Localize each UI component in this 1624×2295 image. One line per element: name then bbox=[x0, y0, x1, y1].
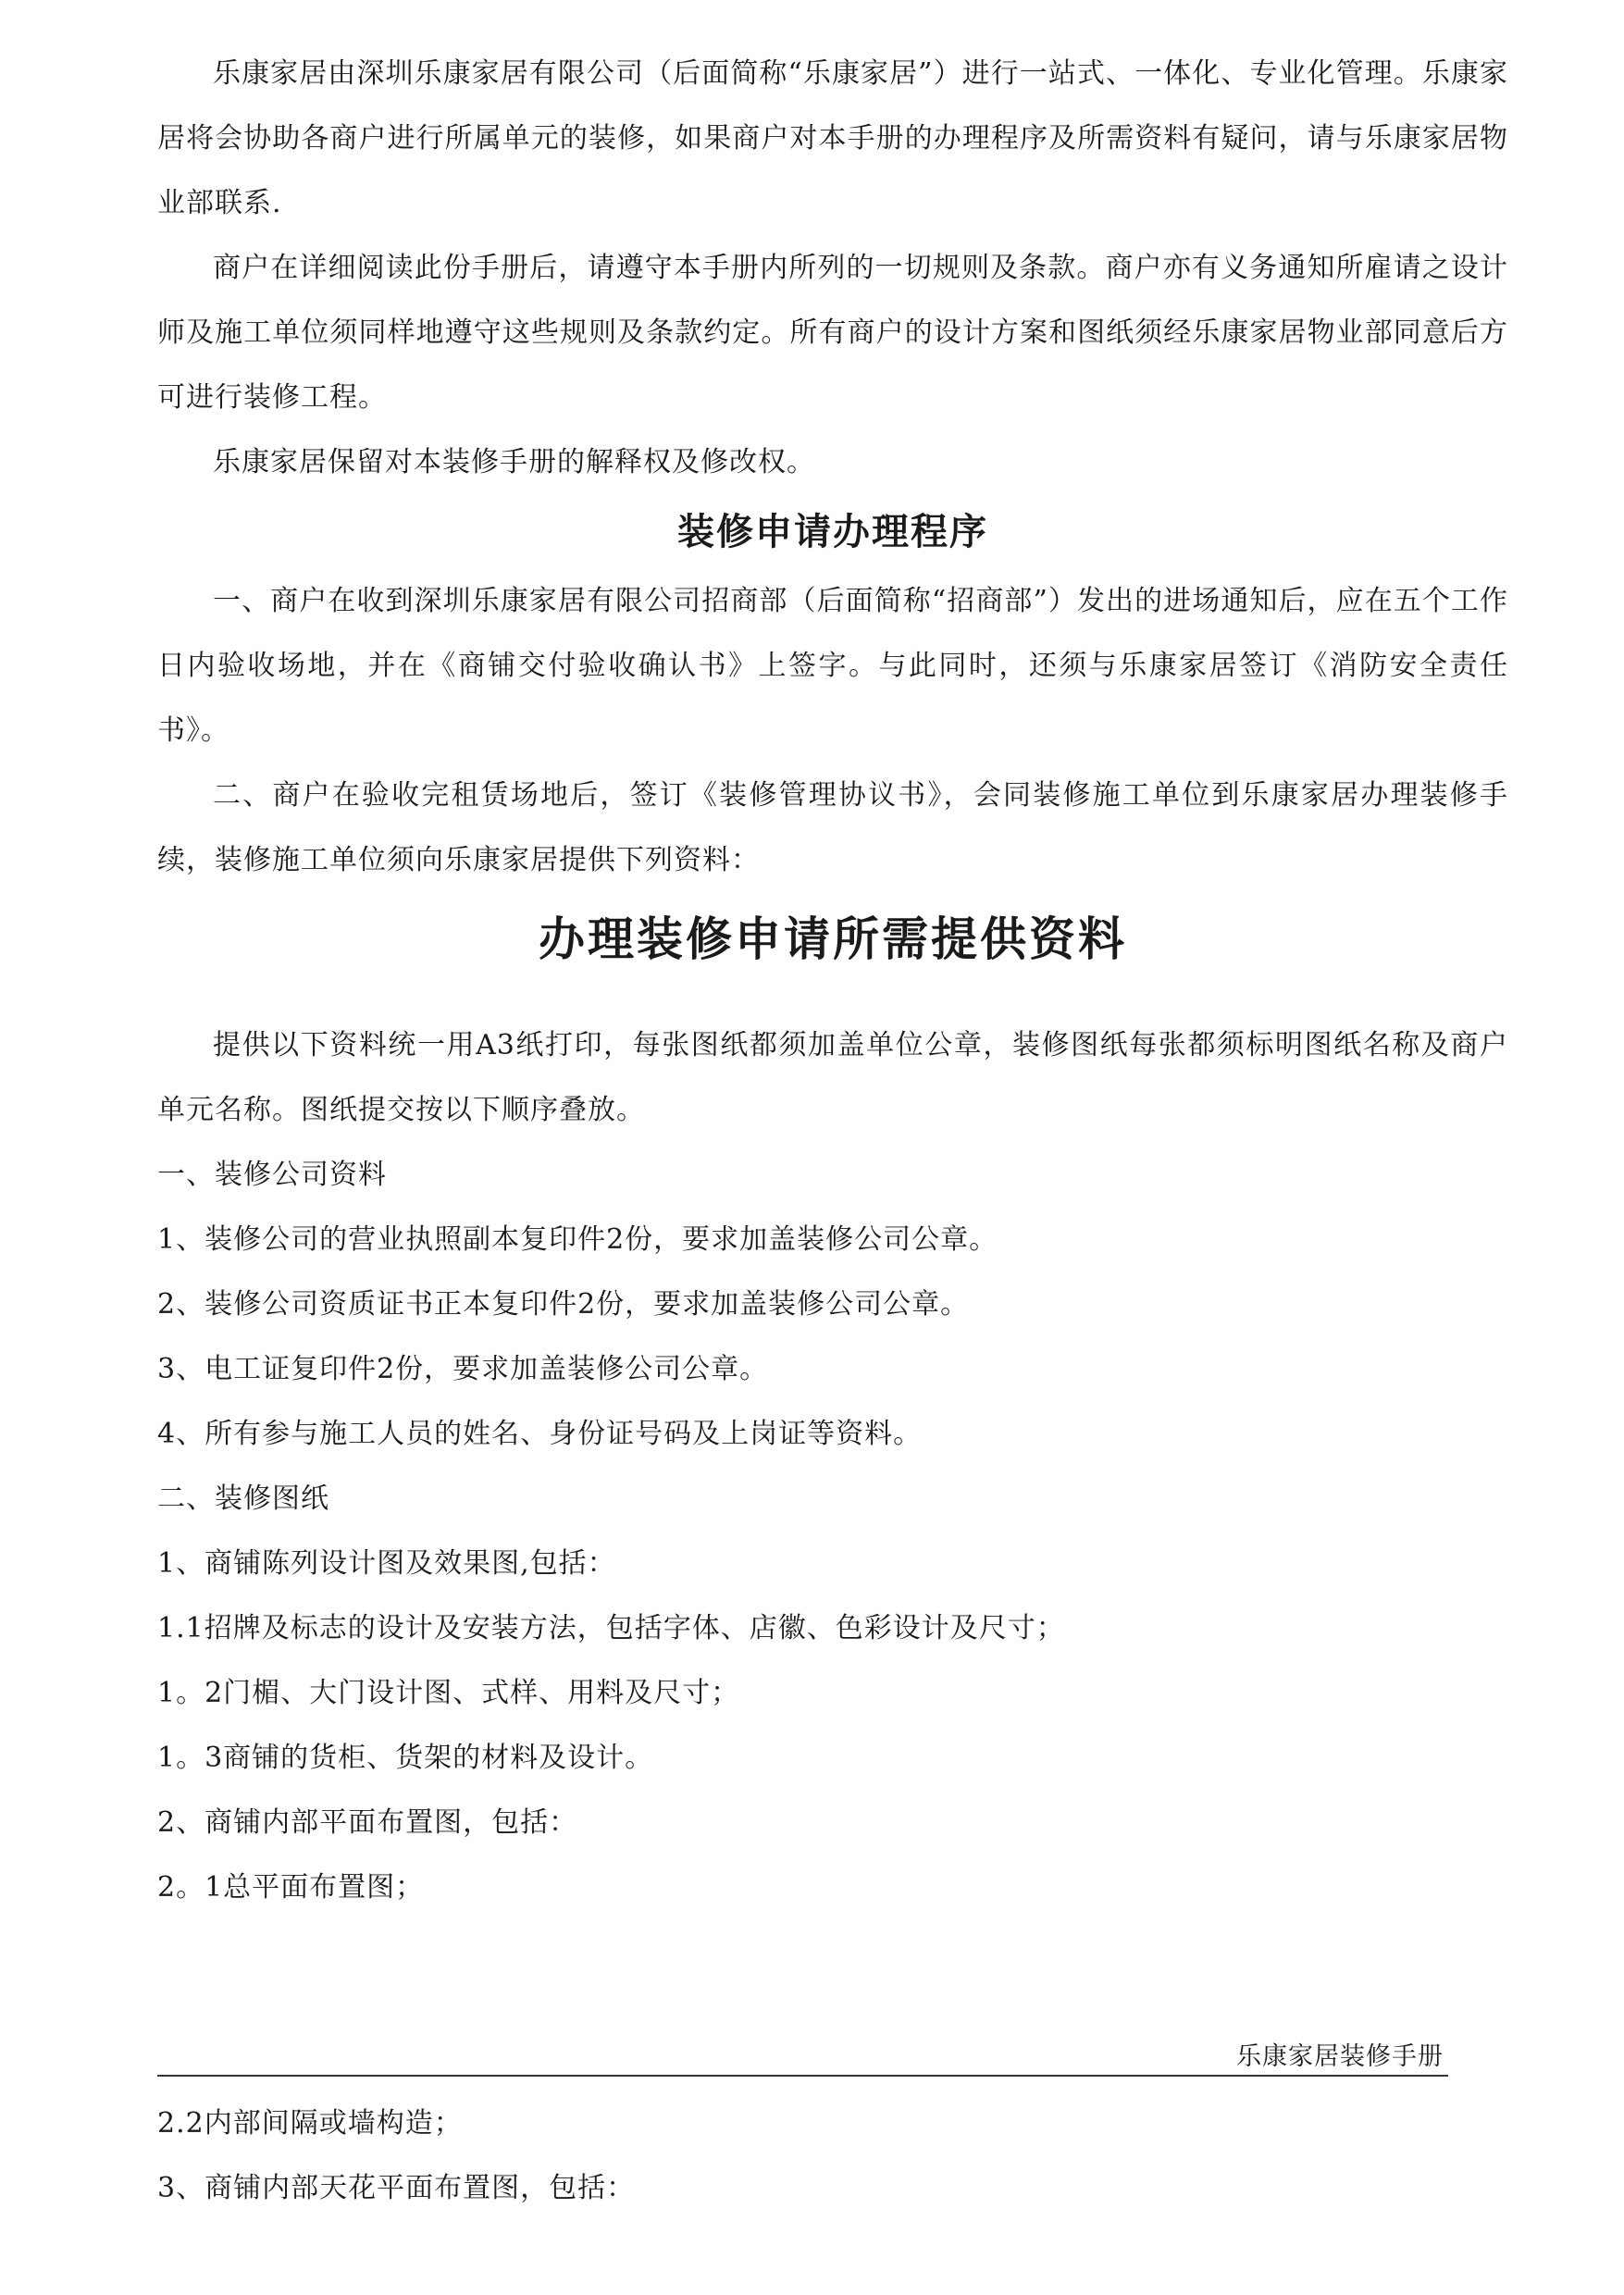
list-item: 1、商铺陈列设计图及效果图,包括： bbox=[157, 1547, 616, 1580]
list-item: 2。1总平面布置图； bbox=[157, 1871, 425, 1904]
list-item: 1。3商铺的货柜、货架的材料及设计。 bbox=[157, 1742, 654, 1774]
materials-intro: 提供以下资料统一用A3纸打印，每张图纸都须加盖单位公章，装修图纸每张都须标明图纸名称及商户单元名称。图纸提交按以下顺序叠放。 bbox=[157, 1029, 1508, 1126]
procedure-paragraph-1: 一、商户在收到深圳乐康家居有限公司招商部（后面简称“招商部”）发出的进场通知后，应在五个工作日内验收场地，并在《商铺交付验收确认书》上签字。与此同时，还须与乐康家居签订《消防安全责任书》。 bbox=[157, 585, 1508, 747]
list-item: 一、装修公司资料 bbox=[157, 1159, 387, 1191]
footer-label: 乐康家居装修手册 bbox=[1236, 2042, 1444, 2071]
materials-heading: 办理装修申请所需提供资料 bbox=[539, 912, 1127, 966]
main-content bbox=[157, 42, 1508, 1920]
procedure-paragraph-2: 二、商户在验收完租赁场地后，签订《装修管理协议书》，会同装修施工单位到乐康家居办理装修手续，装修施工单位须向乐康家居提供下列资料： bbox=[157, 779, 1508, 876]
list-item: 2、商铺内部平面布置图，包括： bbox=[157, 1806, 578, 1839]
list-item: 1。2门楣、大门设计图、式样、用料及尺寸； bbox=[157, 1677, 740, 1709]
next-page-content bbox=[157, 2091, 1508, 2221]
list-item: 1.1招牌及标志的设计及安装方法，包括字体、店徽、色彩设计及尺寸； bbox=[157, 1612, 1065, 1644]
intro-paragraph-1: 乐康家居由深圳乐康家居有限公司（后面简称“乐康家居”）进行一站式、一体化、专业化管理。乐康家居将会协助各商户进行所属单元的装修，如果商户对本手册的办理程序及所需资料有疑问，请与乐康家居物业部联系. bbox=[157, 57, 1508, 219]
list-item: 二、装修图纸 bbox=[157, 1482, 329, 1515]
footer-divider bbox=[157, 2075, 1448, 2077]
list-item: 4、所有参与施工人员的姓名、身份证号码及上岗证等资料。 bbox=[157, 1418, 923, 1450]
list-item: 1、装修公司的营业执照副本复印件2份，要求加盖装修公司公章。 bbox=[157, 1223, 998, 1256]
procedure-heading: 装修申请办理程序 bbox=[677, 510, 988, 553]
list-item: 2.2内部间隔或墙构造； bbox=[157, 2107, 463, 2140]
materials-list bbox=[83, 1143, 1508, 1920]
list-item: 3、商铺内部天花平面布置图，包括： bbox=[157, 2172, 636, 2204]
list-item: 3、电工证复印件2份，要求加盖装修公司公章。 bbox=[157, 1353, 769, 1385]
intro-paragraph-3: 乐康家居保留对本装修手册的解释权及修改权。 bbox=[213, 446, 815, 478]
list-item: 2、装修公司资质证书正本复印件2份，要求加盖装修公司公章。 bbox=[157, 1288, 970, 1321]
intro-paragraph-2: 商户在详细阅读此份手册后，请遵守本手册内所列的一切规则及条款。商户亦有义务通知所雇请之设计师及施工单位须同样地遵守这些规则及条款约定。所有商户的设计方案和图纸须经乐康家居物业部同意后方可进行装修工程。 bbox=[157, 252, 1508, 414]
